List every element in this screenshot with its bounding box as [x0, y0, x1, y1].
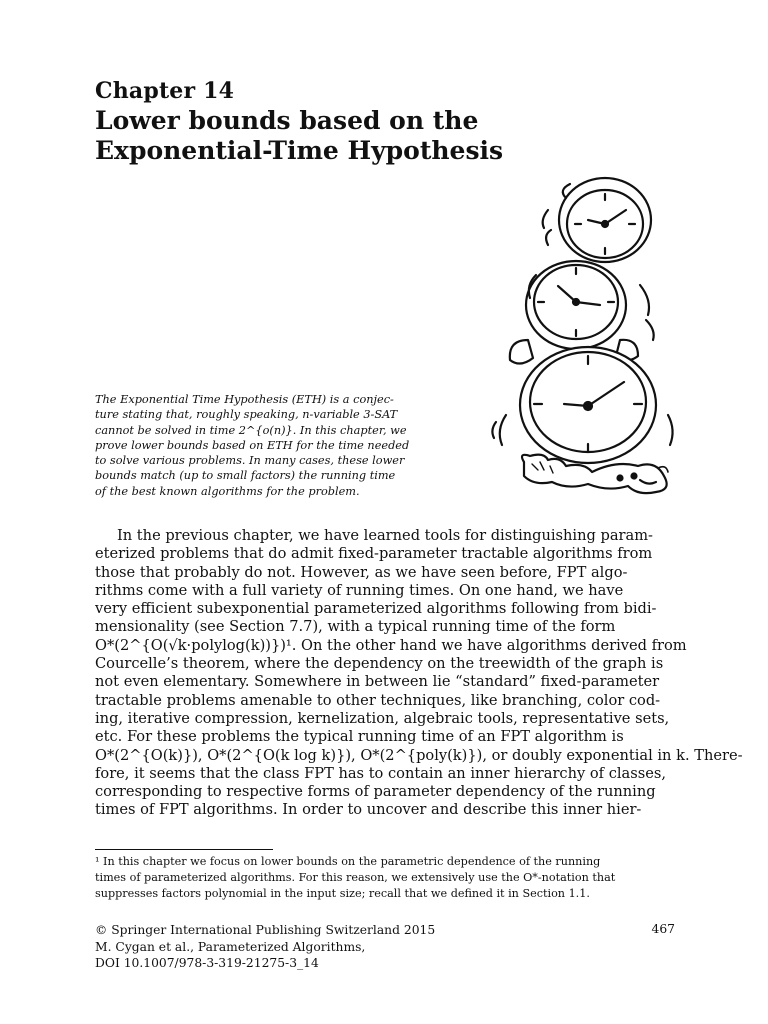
body-line: ing, iterative compression, kernelization, algebraic tools, representative sets, — [95, 709, 670, 727]
body-line: corresponding to respective forms of parameter dependency of the running — [95, 783, 656, 801]
abstract-line: of the best known algorithms for the problem. — [95, 484, 360, 498]
authors-line: M. Cygan et al., Parameterized Algorithms, — [95, 939, 366, 954]
body-line: In the previous chapter, we have learned tools for distinguishing param- — [117, 527, 653, 544]
body-line: O*(2^{O(k)}), O*(2^{O(k log k)}), O*(2^{poly(k)}), or doubly exponential in k. There- — [95, 746, 743, 764]
body-line: mensionality (see Section 7.7), with a typical running time of the form — [95, 618, 616, 636]
body-line: O*(2^{O(√k·polylog(k))})¹. On the other hand we have algorithms derived from — [95, 636, 687, 654]
chapter-title-line: Lower bounds based on the — [95, 106, 479, 135]
body-line: times of FPT algorithms. In order to uncover and describe this inner hier- — [95, 801, 642, 819]
footnote — [95, 854, 675, 901]
chapter-title-line: Exponential-Time Hypothesis — [95, 136, 504, 165]
body-line: those that probably do not. However, as we have seen before, FPT algo- — [95, 563, 628, 581]
body-line: etc. For these problems the typical running time of an FPT algorithm is — [95, 728, 624, 746]
copyright-line: © Springer International Publishing Switzerland 2015 — [95, 923, 436, 937]
body-paragraph — [95, 527, 743, 820]
stacked-alarm-clocks-icon — [488, 190, 678, 510]
body-line: Courcelle’s theorem, where the dependency on the treewidth of the graph is — [95, 655, 664, 673]
abstract-line: prove lower bounds based on ETH for the time needed — [95, 438, 410, 452]
page-number: 467 — [651, 922, 675, 936]
footnote-line: suppresses factors polynomial in the input size; recall that we defined it in Section 1.1. — [95, 886, 590, 900]
body-line: rithms come with a full variety of running times. On one hand, we have — [95, 581, 624, 599]
body-line: tractable problems amenable to other techniques, like branching, color cod- — [95, 691, 661, 709]
chapter-label: Chapter 14 — [95, 78, 235, 104]
footnote-rule — [95, 849, 273, 850]
doi-line: DOI 10.1007/978-3-319-21275-3_14 — [95, 956, 319, 970]
footnote-line: ¹ In this chapter we focus on lower bounds on the parametric dependence of the running — [95, 855, 601, 868]
body-line: not even elementary. Somewhere in between lie “standard” fixed-parameter — [95, 673, 660, 691]
footnote-line: times of parameterized algorithms. For this reason, we extensively use the O*-notation that — [95, 870, 616, 884]
abstract-line: bounds match (up to small factors) the running time — [95, 469, 396, 483]
publication-info — [95, 922, 495, 972]
abstract-line: The Exponential Time Hypothesis (ETH) is a conjec- — [95, 393, 394, 406]
body-line: very efficient subexponential parameterized algorithms following from bidi- — [95, 600, 657, 618]
body-line: fore, it seems that the class FPT has to contain an inner hierarchy of classes, — [95, 764, 666, 782]
body-line: eterized problems that do admit fixed-parameter tractable algorithms from — [95, 545, 653, 563]
abstract-line: to solve various problems. In many cases, these lower — [95, 454, 405, 468]
abstract-line: ture stating that, roughly speaking, n-variable 3-SAT — [95, 408, 398, 422]
chapter-title — [95, 106, 595, 166]
abstract-line: cannot be solved in time 2^{o(n)}. In this chapter, we — [95, 423, 407, 437]
abstract — [95, 392, 475, 499]
